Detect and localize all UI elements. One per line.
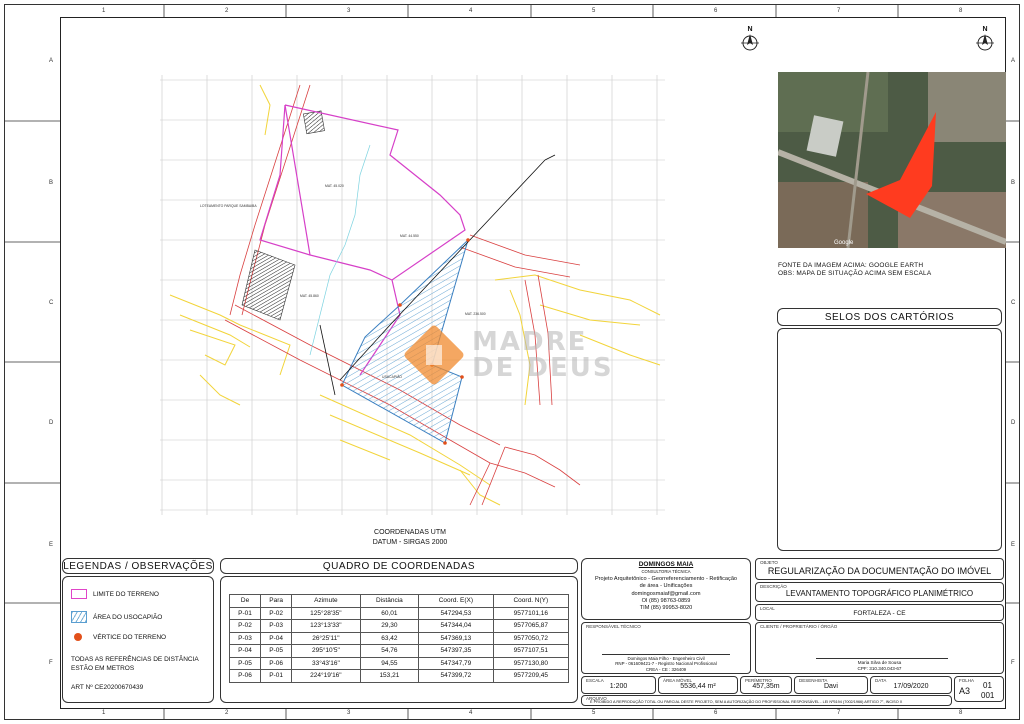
legend-item (71, 611, 162, 623)
label-mat: MAT. 45.020 (325, 184, 344, 188)
cell: 547399,72 (419, 670, 494, 683)
cell: 9577107,51 (493, 645, 568, 658)
cell: P-04 (230, 645, 261, 658)
table-header-row (230, 595, 569, 608)
cell: P-01 (230, 607, 261, 620)
cell: P-05 (230, 657, 261, 670)
cell: 29,30 (360, 620, 419, 633)
north-arrow (740, 26, 760, 54)
cell: 9577050,72 (493, 632, 568, 645)
cartorios-title: SELOS DOS CARTÓRIOS (824, 312, 955, 323)
responsible-info (582, 656, 750, 672)
satellite-map (778, 72, 1006, 248)
label-mat: MAT. 45.860 (300, 294, 319, 298)
grid-col-label: 4 (469, 8, 473, 14)
firm-services: Projeto Arquitetônico - Georreferenciamento - Retificação (594, 575, 738, 582)
descricao-box (755, 582, 1004, 602)
client-name: Maria Silva de Sousa (857, 660, 902, 665)
north-arrow-icon (740, 33, 760, 53)
cell: P-04 (261, 632, 292, 645)
cell: P-06 (261, 657, 292, 670)
caption-line: OBS: MAPA DE SITUAÇÃO ACIMA SEM ESCALA (778, 270, 932, 277)
watermark (400, 325, 630, 385)
cell: 33°43'16" (292, 657, 360, 670)
local-value: FORTALEZA - CE (853, 610, 906, 617)
perimetro-value: 457,35m (752, 683, 780, 690)
grid-col-label: 6 (714, 710, 718, 716)
field-label: FOLHA (959, 678, 975, 683)
grid-row-label: A (1011, 58, 1016, 64)
coordinates-caption (330, 528, 490, 548)
cell: 9577065,87 (493, 620, 568, 633)
legend-box (62, 576, 214, 703)
desenhista-box (794, 676, 868, 694)
coordinates-table (229, 594, 569, 683)
cell: P-02 (230, 620, 261, 633)
grid-row-label: E (49, 542, 54, 548)
descricao-value: LEVANTAMENTO TOPOGRÁFICO PLANIMÉTRICO (785, 589, 974, 598)
cell: 26°25'11" (292, 632, 360, 645)
cell: P-03 (230, 632, 261, 645)
grid-col-label: 8 (959, 710, 963, 716)
satellite-image (778, 72, 1006, 248)
grid-row-label: B (49, 180, 54, 186)
legend-item (71, 589, 159, 599)
firm-services: de área - Unificações (639, 583, 693, 590)
grid-col-label: 6 (714, 8, 718, 14)
legend-label: VÉRTICE DO TERRENO (93, 633, 167, 641)
note-line: TODAS AS REFERÊNCIAS DE DISTÂNCIA (71, 656, 199, 663)
google-mark: Google (834, 240, 854, 246)
hatch-swatch-icon (71, 611, 87, 623)
field-label: OBJETO (760, 560, 778, 565)
parcel-hatched (242, 250, 295, 320)
folha-total: 001 (981, 691, 995, 700)
cell: 125°28'35" (292, 607, 360, 620)
table-row (230, 670, 569, 683)
cell: P-06 (230, 670, 261, 683)
north-arrow (975, 26, 995, 54)
client-box (755, 622, 1004, 674)
data-value: 17/09/2020 (893, 683, 929, 690)
objeto-box (755, 558, 1004, 580)
cell: P-03 (261, 620, 292, 633)
cell: P-05 (261, 645, 292, 658)
watermark-logo-icon (400, 325, 470, 385)
watermark-text: DE DEUS (472, 353, 614, 383)
caption-line: FONTE DA IMAGEM ACIMA: GOOGLE EARTH (778, 262, 924, 269)
col-header: Para (261, 595, 292, 608)
grid-row-label: D (49, 420, 54, 426)
cell: 123°13'33" (292, 620, 360, 633)
disclaimer: É PROIBIDO A REPRODUÇÃO TOTAL OU PARCIAL DESTE PROJETO, SEM A AUTORIZAÇÃO DO PROFISSIONAL RESPONSÁVEL - LEI Nº5194 (7002/1966) ARTIGO 7°, INCISO X (590, 700, 903, 704)
responsible-box (581, 622, 751, 674)
cell: 547347,79 (419, 657, 494, 670)
cell: 153,21 (360, 670, 419, 683)
note-line: ESTÃO EM METROS (71, 665, 135, 672)
grid-col-label: 5 (592, 8, 596, 14)
firm-subtitle: CONSULTORIA TÉCNICA (641, 569, 691, 575)
resp-name: Domingos Maia Filho - Engenheiro Civil (627, 656, 705, 661)
cell: 547397,35 (419, 645, 494, 658)
local-box (755, 604, 1004, 621)
table-row (230, 607, 569, 620)
field-label: ARQUIVO (586, 696, 607, 701)
cell: P-01 (261, 670, 292, 683)
grid-col-label: 5 (592, 710, 596, 716)
grid-col-label: 2 (225, 8, 229, 14)
field-label: DESENHISTA (799, 678, 828, 683)
grid-row-label: E (1011, 542, 1016, 548)
col-header: Coord. N(Y) (493, 595, 568, 608)
field-label: CLIENTE / PROPRIETÁRIO / ÓRGÃO (760, 624, 838, 629)
coords-header (220, 558, 578, 574)
cartorios-stamp-area (777, 328, 1002, 551)
grid-row-label: C (49, 300, 54, 306)
resp-crea: CREA - CE : 326409 (645, 666, 687, 672)
firm-name: DOMINGOS MAIA (638, 561, 694, 568)
field-label: ESCALA (586, 678, 604, 683)
col-header: De (230, 595, 261, 608)
area-value: 5536,44 m² (680, 683, 716, 690)
cell: 94,55 (360, 657, 419, 670)
firm-phone: OI (85) 98763-0859 (641, 598, 691, 605)
grid-col-label: 1 (102, 710, 106, 716)
table-row (230, 645, 569, 658)
label-mat: MAT. 236.500 (465, 312, 486, 316)
cell: 9577130,80 (493, 657, 568, 670)
north-letter: N (982, 26, 988, 33)
grid-row-label: D (1011, 420, 1016, 426)
coords-box (220, 576, 578, 703)
cell: 547369,13 (419, 632, 494, 645)
field-label: DATA (875, 678, 887, 683)
cartorios-header (777, 308, 1002, 326)
desenhista-value: Davi (823, 683, 838, 690)
coords-title: QUADRO DE COORDENADAS (322, 561, 476, 572)
cell: 9577101,16 (493, 607, 568, 620)
cell: 9577209,45 (493, 670, 568, 683)
cell: 547294,53 (419, 607, 494, 620)
north-letter: N (747, 26, 753, 33)
cell: 63,42 (360, 632, 419, 645)
col-header: Distância (360, 595, 419, 608)
folha-number: 01 (983, 681, 992, 690)
cell: 547344,04 (419, 620, 494, 633)
cell: 224°19'16" (292, 670, 360, 683)
grid-col-label: 3 (347, 8, 351, 14)
table-row (230, 657, 569, 670)
grid-row-label: B (1011, 180, 1016, 186)
cell: 60,01 (360, 607, 419, 620)
signature-line (602, 654, 730, 655)
escala-value: 1:200 (609, 683, 628, 690)
formato-value: A3 (959, 686, 971, 696)
col-header: Coord. E(X) (419, 595, 494, 608)
table-row (230, 620, 569, 633)
art-number: ART Nº CE20200670439 (71, 684, 144, 691)
field-label: PERÍMETRO (745, 678, 772, 683)
firm-info (581, 558, 751, 620)
legend-title: LEGENDAS / OBSERVAÇÕES (63, 561, 213, 572)
label-usucapiao: USUCAPIÃO (382, 375, 402, 379)
label-mat: MAT. 44.550 (400, 234, 419, 238)
grid-col-label: 7 (837, 710, 841, 716)
grid-col-label: 4 (469, 710, 473, 716)
grid-row-label: A (49, 58, 54, 64)
arquivo-box (581, 695, 952, 706)
label-loteamento: LOTEAMENTO PARQUE SAMBAIBA (200, 204, 257, 208)
grid-col-label: 8 (959, 8, 963, 14)
escala-box (581, 676, 656, 694)
cell: 54,76 (360, 645, 419, 658)
signature-line (816, 658, 948, 659)
grid-col-label: 1 (102, 8, 106, 14)
grid-row-label: F (1011, 660, 1015, 666)
client-info (756, 660, 1003, 671)
stream-line (310, 145, 370, 355)
satellite-caption (778, 262, 931, 278)
field-label: RESPONSÁVEL TÉCNICO (586, 624, 641, 629)
legend-label: LIMITE DO TERRENO (93, 590, 159, 598)
client-cpf: CPF: 310.340.043-67 (857, 665, 902, 671)
site-plan-drawing (160, 75, 665, 515)
grid-col-label: 7 (837, 8, 841, 14)
parcel-hatched (303, 111, 324, 134)
vertex-swatch-icon (74, 633, 82, 641)
data-box (870, 676, 952, 694)
field-label: DESCRIÇÃO (760, 584, 787, 589)
firm-email: domingosmaiaf@gmail.com (631, 590, 701, 597)
cell: 295°10'5" (292, 645, 360, 658)
table-row (230, 632, 569, 645)
cell: P-02 (261, 607, 292, 620)
grid-col-label: 3 (347, 710, 351, 716)
legend-header (62, 558, 214, 574)
caption-line: COORDENADAS UTM (374, 529, 446, 536)
firm-phone: TIM (85) 99953-8020 (639, 605, 693, 612)
resp-rnp: RNP - 061609421-7 - Registro Nacional Profissional (615, 661, 717, 667)
legend-label: ÁREA DO USOCAPIÃO (93, 613, 163, 621)
site-plan (160, 75, 665, 515)
col-header: Azimute (292, 595, 360, 608)
grid-col-label: 2 (225, 710, 229, 716)
area-box (658, 676, 738, 694)
objeto-value: REGULARIZAÇÃO DA DOCUMENTAÇÃO DO IMÓVEL (767, 566, 992, 576)
caption-line: DATUM - SIRGAS 2000 (372, 539, 448, 546)
perimetro-box (740, 676, 792, 694)
grid-row-label: F (49, 660, 53, 666)
field-label: ÁREA MÓVEL (663, 678, 693, 683)
north-arrow-icon (975, 33, 995, 53)
field-label: LOCAL (760, 606, 775, 611)
grid-row-label: C (1011, 300, 1016, 306)
watermark-text: MADRE (472, 327, 588, 357)
legend-item (71, 633, 166, 641)
folha-box (954, 676, 1004, 702)
legend-note (71, 655, 199, 673)
limit-swatch-icon (71, 589, 87, 599)
